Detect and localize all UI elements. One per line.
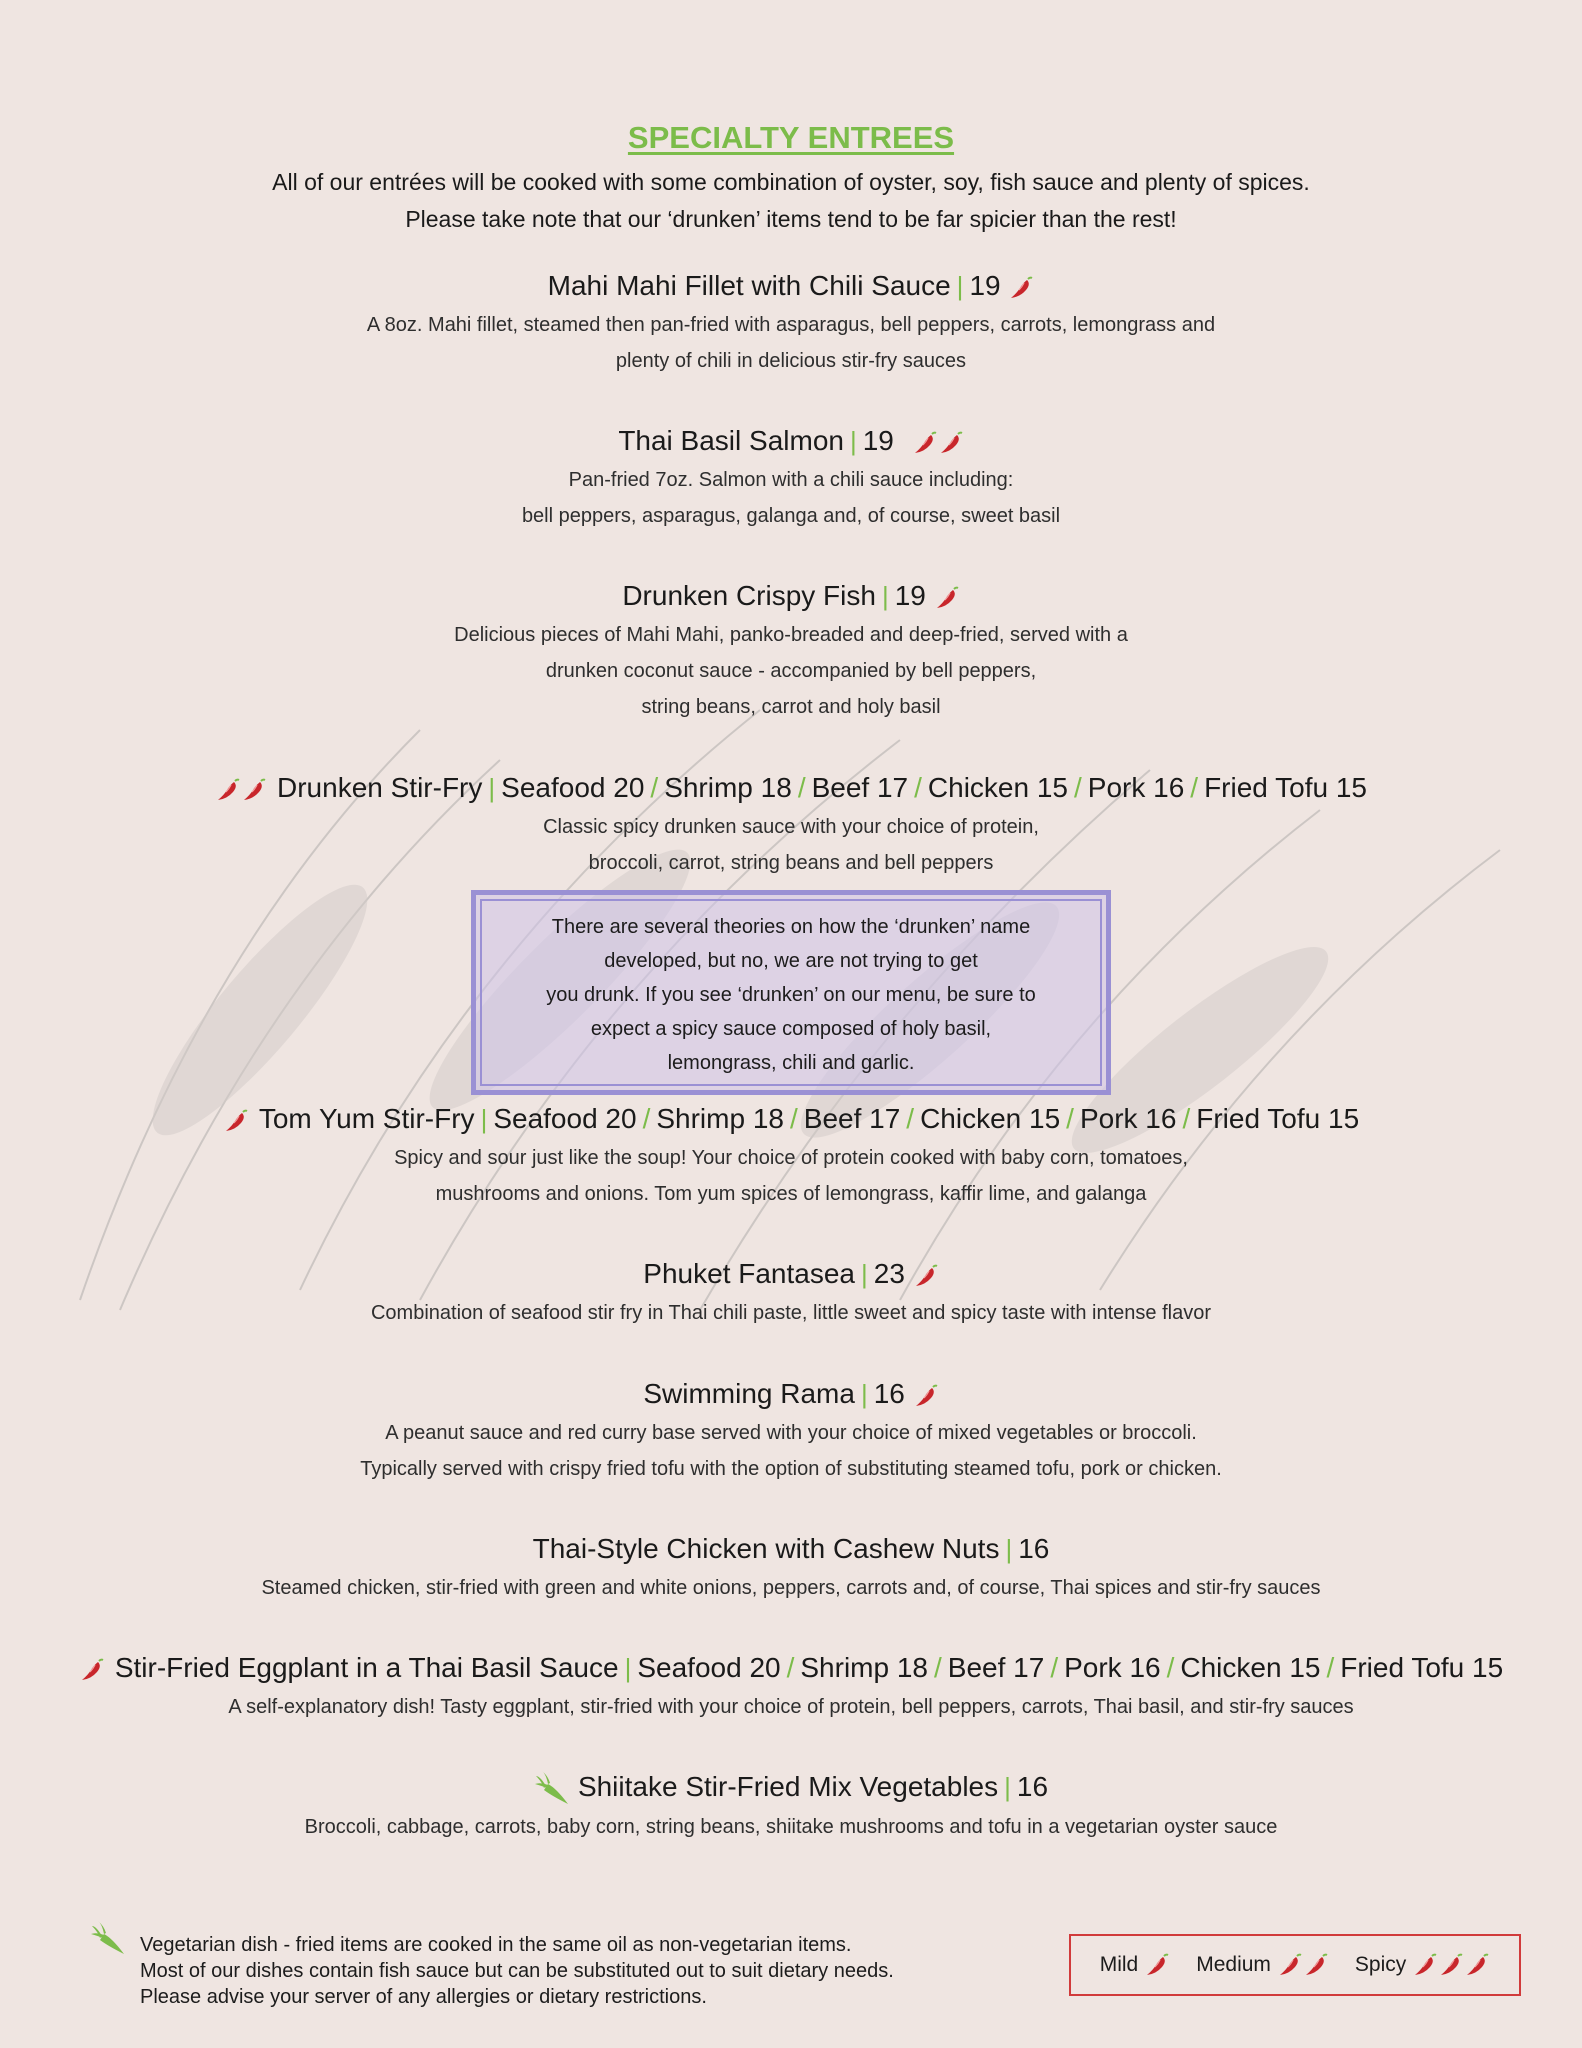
- desc-line: drunken coconut sauce - accompanied by bell peppers,: [545, 660, 1037, 682]
- legend-mild: [1100, 1952, 1171, 1978]
- footer-note: [90, 1920, 990, 2010]
- desc-line: Delicious pieces of Mahi Mahi, panko-breaded and deep-fried, served with a: [454, 624, 1128, 646]
- chili-pepper-icon: [913, 1383, 939, 1409]
- page-title: SPECIALTY ENTREES: [627, 120, 955, 155]
- option: Pork 16: [1087, 772, 1185, 803]
- drunken-note-text: [480, 899, 1102, 1086]
- menu-item-price: 19: [969, 270, 1001, 301]
- menu-item-title: [0, 1529, 1582, 1569]
- desc-line: Pan-fried 7oz. Salmon with a chili sauce including:: [568, 469, 1014, 491]
- menu-item: [0, 1529, 1582, 1606]
- desc-line: mushrooms and onions. Tom yum spices of lemongrass, kaffir lime, and galanga: [435, 1183, 1147, 1205]
- option: Chicken 15: [920, 1103, 1061, 1134]
- spice-level: [1008, 275, 1034, 301]
- desc-line: plenty of chili in delicious stir-fry sauces: [615, 350, 967, 372]
- option: Shrimp 18: [656, 1103, 784, 1134]
- desc-line: Typically served with crispy fried tofu with the option of substituting steamed tofu, pork or chicken.: [360, 1458, 1222, 1480]
- option: Seafood 20: [501, 772, 645, 803]
- footer-line: Most of our dishes contain fish sauce but can be substituted out to suit dietary needs.: [140, 1960, 894, 1982]
- menu-item: [0, 266, 1582, 379]
- separator: |: [1004, 1772, 1011, 1802]
- separator: |: [881, 581, 889, 611]
- menu-item-price: 16: [1016, 1771, 1049, 1802]
- menu-item: [0, 768, 1582, 881]
- option: Fried Tofu 15: [1340, 1652, 1504, 1683]
- spice-level: [934, 585, 960, 611]
- separator: |: [624, 1653, 632, 1683]
- menu-item-title: [0, 421, 1582, 461]
- menu-item-name: Phuket Fantasea: [643, 1258, 855, 1289]
- chili-pepper-icon: [1464, 1952, 1490, 1978]
- desc-line: A self-explanatory dish! Tasty eggplant, stir-fried with your choice of protein, bell peppers, carrots, Thai basil, and stir-fry sauces: [228, 1696, 1354, 1718]
- chili-pepper-icon: [215, 777, 241, 803]
- option: Fried Tofu 15: [1196, 1103, 1360, 1134]
- footer-line: Please advise your server of any allergies or dietary restrictions.: [140, 1986, 707, 2008]
- menu-item-price: 23: [873, 1258, 905, 1289]
- chili-pepper-icon: [938, 430, 964, 456]
- desc-line: string beans, carrot and holy basil: [641, 696, 941, 718]
- chili-pepper-icon: [1438, 1952, 1464, 1978]
- desc-line: A 8oz. Mahi fillet, steamed then pan-fried with asparagus, bell peppers, carrots, lemongrass and: [366, 314, 1216, 336]
- option: Chicken 15: [1180, 1652, 1321, 1683]
- separator: |: [860, 1379, 868, 1409]
- drunken-note-box: [471, 890, 1111, 1095]
- desc-line: broccoli, carrot, string beans and bell peppers: [588, 852, 994, 874]
- menu-item-title: Stir-Fried Eggplant in a Thai Basil Sauce | Seafood 20 / Shrimp 18 / Beef 17 / Pork 16 / Chicken 15 / Fried Tofu 15: [0, 1648, 1582, 1688]
- note-line: you drunk. If you see ‘drunken’ on our menu, be sure to: [546, 984, 1036, 1006]
- spice-level: [79, 1657, 105, 1683]
- legend-spicy: [1355, 1952, 1490, 1978]
- option: Shrimp 18: [800, 1652, 928, 1683]
- legend-label: Spicy: [1354, 1953, 1407, 1976]
- menu-item-title: [0, 1254, 1582, 1294]
- note-line: developed, but no, we are not trying to get: [604, 950, 978, 972]
- intro-line: Please take note that our ‘drunken’ items tend to be far spicier than the rest!: [405, 206, 1177, 232]
- menu-item-title: Drunken Stir-Fry | Seafood 20 / Shrimp 18 / Beef 17 / Chicken 15 / Pork 16 / Fried Tofu 15: [0, 768, 1582, 808]
- menu-item-title: [0, 1767, 1582, 1808]
- intro-text: [0, 164, 1582, 238]
- spice-level: [912, 430, 964, 456]
- chili-pepper-icon: [1277, 1952, 1303, 1978]
- option: Beef 17: [947, 1652, 1045, 1683]
- menu-item-price: 16: [873, 1378, 905, 1409]
- legend-medium: [1196, 1952, 1329, 1978]
- menu-item-title: Tom Yum Stir-Fry | Seafood 20 / Shrimp 18 / Beef 17 / Chicken 15 / Pork 16 / Fried Tofu 15: [0, 1099, 1582, 1139]
- menu-item-name: Stir-Fried Eggplant in a Thai Basil Sauce: [114, 1652, 619, 1683]
- separator: |: [480, 1104, 488, 1134]
- menu-item-title: [0, 576, 1582, 616]
- menu-item-desc: [0, 1689, 1582, 1725]
- menu-item-price: 19: [862, 425, 894, 456]
- separator: |: [861, 1259, 868, 1289]
- menu-item-desc: [0, 617, 1582, 725]
- option: Fried Tofu 15: [1204, 772, 1367, 803]
- menu-item-desc: [0, 307, 1582, 379]
- menu-item-name: Thai-Style Chicken with Cashew Nuts: [532, 1533, 1000, 1564]
- menu-item-desc: [0, 462, 1582, 534]
- menu-item-desc: [0, 1295, 1582, 1331]
- spice-legend: [1069, 1934, 1521, 1996]
- chili-pepper-icon: [934, 585, 960, 611]
- menu-item-desc: [0, 1140, 1582, 1212]
- chili-pepper-icon: [912, 430, 938, 456]
- option: Pork 16: [1064, 1652, 1161, 1683]
- chili-pepper-icon: [1008, 275, 1034, 301]
- separator: |: [1005, 1534, 1013, 1564]
- option: Shrimp 18: [664, 772, 792, 803]
- note-line: expect a spicy sauce composed of holy basil,: [590, 1018, 992, 1040]
- menu-item-price: 19: [894, 580, 926, 611]
- menu-item-desc: [0, 809, 1582, 881]
- option: Chicken 15: [927, 772, 1068, 803]
- note-line: There are several theories on how the ‘drunken’ name: [551, 916, 1031, 938]
- menu-item-name: Drunken Stir-Fry: [277, 772, 483, 803]
- menu-item-desc: [0, 1570, 1582, 1606]
- desc-line: A peanut sauce and red curry base served with your choice of mixed vegetables or broccoli.: [385, 1422, 1197, 1444]
- desc-line: Classic spicy drunken sauce with your choice of protein,: [543, 816, 1039, 838]
- menu-item-desc: [0, 1809, 1582, 1845]
- option: Beef 17: [803, 1103, 901, 1134]
- menu-item-title: [0, 266, 1582, 306]
- menu-item: [0, 421, 1582, 534]
- menu-item-title: [0, 1374, 1582, 1414]
- desc-line: Spicy and sour just like the soup! Your choice of protein cooked with baby corn, tomatoes,: [394, 1147, 1188, 1169]
- carrot-leaf-icon: [90, 1920, 128, 1958]
- chili-pepper-icon: [1303, 1952, 1329, 1978]
- chili-pepper-icon: [79, 1657, 105, 1683]
- note-line: lemongrass, chili and garlic.: [667, 1052, 915, 1074]
- option: Seafood 20: [493, 1103, 637, 1134]
- menu-item-name: Tom Yum Stir-Fry: [258, 1103, 475, 1134]
- legend-label: Mild: [1099, 1953, 1139, 1976]
- spice-level: [913, 1263, 939, 1289]
- carrot-leaf-icon: [534, 1770, 572, 1808]
- desc-line: Combination of seafood stir fry in Thai chili paste, little sweet and spicy taste with intense flavor: [370, 1302, 1212, 1324]
- legend-label: Medium: [1196, 1953, 1271, 1976]
- menu-item: [0, 1099, 1582, 1212]
- intro-line: All of our entrées will be cooked with some combination of oyster, soy, fish sauce and plenty of spices.: [272, 169, 1310, 195]
- option: Pork 16: [1079, 1103, 1177, 1134]
- desc-line: Broccoli, cabbage, carrots, baby corn, string beans, shiitake mushrooms and tofu in a vegetarian oyster sauce: [304, 1815, 1278, 1838]
- footer-line: Vegetarian dish - fried items are cooked in the same oil as non-vegetarian items.: [140, 1934, 852, 1956]
- spice-level: [215, 777, 267, 803]
- spice-level: [223, 1108, 249, 1134]
- menu-item-name: Drunken Crispy Fish: [622, 580, 876, 611]
- menu-item-name: Mahi Mahi Fillet with Chili Sauce: [547, 270, 951, 301]
- menu-item-desc: [0, 1415, 1582, 1487]
- menu-item-name: Shiitake Stir-Fried Mix Vegetables: [577, 1771, 999, 1802]
- menu-item-name: Swimming Rama: [643, 1378, 855, 1409]
- separator: |: [849, 426, 857, 456]
- menu-item: [0, 576, 1582, 725]
- option: Seafood 20: [637, 1652, 781, 1683]
- chili-pepper-icon: [1144, 1952, 1170, 1978]
- chili-pepper-icon: [913, 1263, 939, 1289]
- menu-item-name: Thai Basil Salmon: [618, 425, 844, 456]
- separator: |: [956, 271, 964, 301]
- menu-item: [0, 1767, 1582, 1845]
- menu-item-price: 16: [1018, 1533, 1050, 1564]
- menu-item: [0, 1374, 1582, 1487]
- chili-pepper-icon: [223, 1108, 249, 1134]
- chili-pepper-icon: [241, 777, 267, 803]
- menu-item: [0, 1648, 1582, 1725]
- separator: |: [488, 773, 496, 803]
- desc-line: bell peppers, asparagus, galanga and, of course, sweet basil: [521, 505, 1061, 527]
- option: Beef 17: [811, 772, 909, 803]
- chili-pepper-icon: [1412, 1952, 1438, 1978]
- spice-level: [913, 1383, 939, 1409]
- menu-item: [0, 1254, 1582, 1331]
- desc-line: Steamed chicken, stir-fried with green and white onions, peppers, carrots and, of course, Thai spices and stir-fry sauces: [261, 1577, 1321, 1599]
